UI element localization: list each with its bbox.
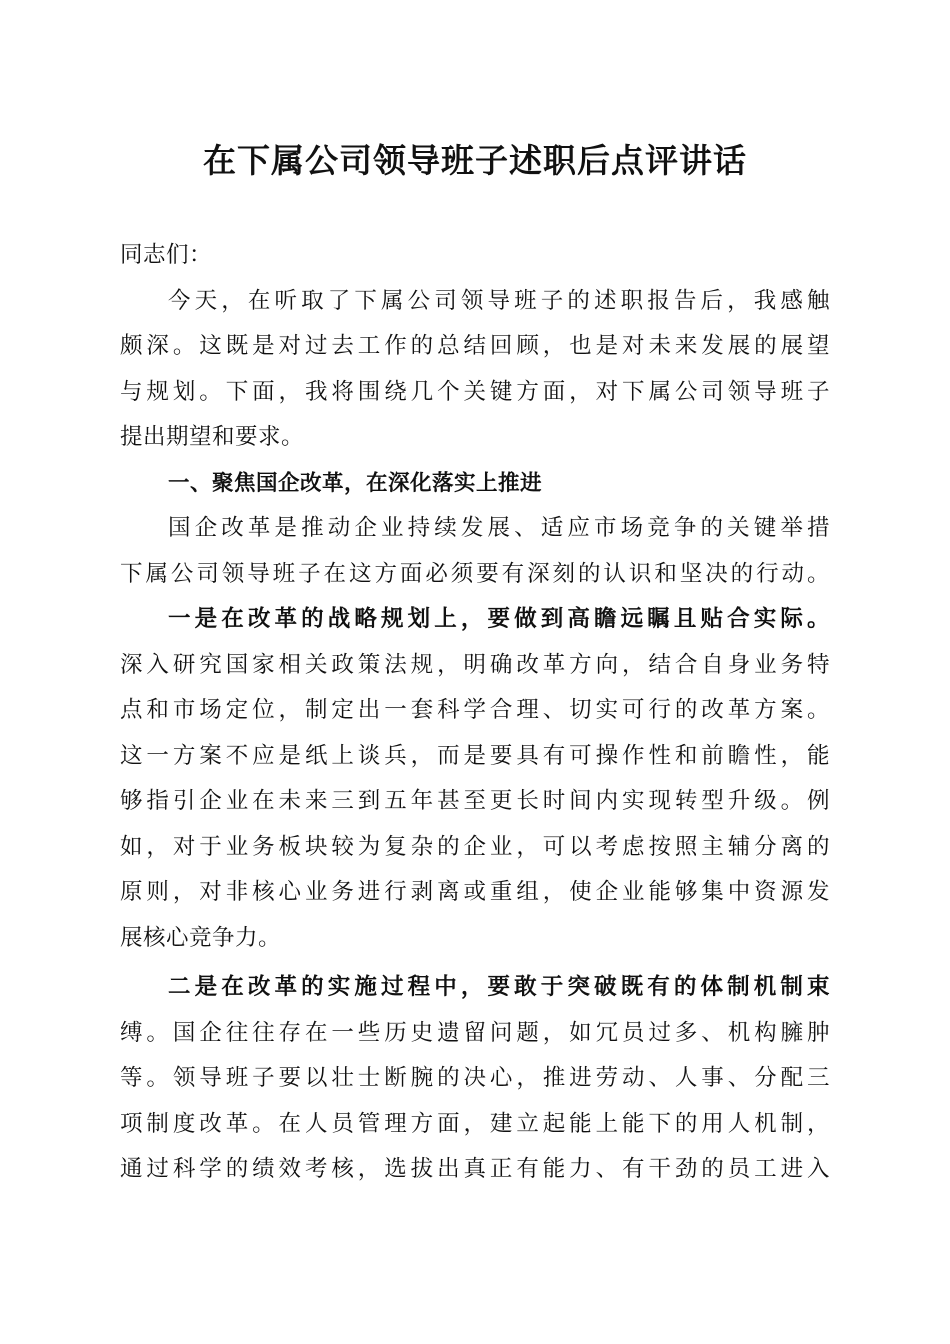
paragraph-line: 国企改革是推动企业持续发展、适应市场竞争的关键举措 [168, 515, 830, 541]
paragraph-line: 通过科学的绩效考核，选拔出真正有能力、有干劲的员工进入 [120, 1156, 830, 1182]
paragraph-line: 深入研究国家相关政策法规，明确改革方向，结合自身业务特 [120, 651, 830, 678]
point-lead: 一是在改革的战略规划上，要做到高瞻远瞩且贴合实际。 [168, 606, 830, 632]
paragraph-reform-intro [120, 506, 830, 597]
paragraph-point-two [120, 965, 830, 1193]
salutation: 同志们： [120, 242, 213, 268]
paragraph-line: 等。领导班子要以壮士断腕的决心，推进劳动、人事、分配三 [120, 1065, 830, 1091]
paragraph-line: 下属公司领导班子在这方面必须要有深刻的认识和坚决的行动。 [120, 560, 830, 587]
paragraph-line: 项制度改革。在人员管理方面，建立起能上能下的用人机制， [120, 1110, 830, 1137]
paragraph-line: 今天，在听取了下属公司领导班子的述职报告后，我感触 [168, 287, 830, 314]
paragraph-line: 原则，对非核心业务进行剥离或重组，使企业能够集中资源发 [120, 879, 830, 905]
paragraph-opening [120, 279, 830, 461]
paragraph-line: 这一方案不应是纸上谈兵，而是要具有可操作性和前瞻性，能 [120, 742, 830, 769]
document-body [120, 233, 830, 1193]
paragraph-line: 如，对于业务板块较为复杂的企业，可以考虑按照主辅分离的 [120, 833, 830, 860]
section-heading: 一、聚焦国企改革，在深化落实上推进 [168, 470, 543, 496]
paragraph-line: 展核心竞争力。 [120, 924, 282, 951]
paragraph-line: 提出期望和要求。 [120, 424, 305, 450]
paragraph-line: 与规划。下面，我将围绕几个关键方面，对下属公司领导班子 [120, 378, 830, 405]
paragraph-line: 点和市场定位，制定出一套科学合理、切实可行的改革方案。 [120, 697, 830, 723]
document-title: 在下属公司领导班子述职后点评讲话 [203, 141, 747, 180]
paragraph-line: 缚。国企往往存在一些历史遗留问题，如冗员过多、机构臃肿 [120, 1019, 830, 1046]
point-lead: 二是在改革的实施过程中，要敢于突破既有的体制机制束 [168, 974, 830, 1000]
paragraph-line: 够指引企业在未来三到五年甚至更长时间内实现转型升级。例 [120, 788, 830, 814]
paragraph-line: 颇深。这既是对过去工作的总结回顾，也是对未来发展的展望 [120, 333, 830, 359]
paragraph-point-one [120, 597, 830, 961]
